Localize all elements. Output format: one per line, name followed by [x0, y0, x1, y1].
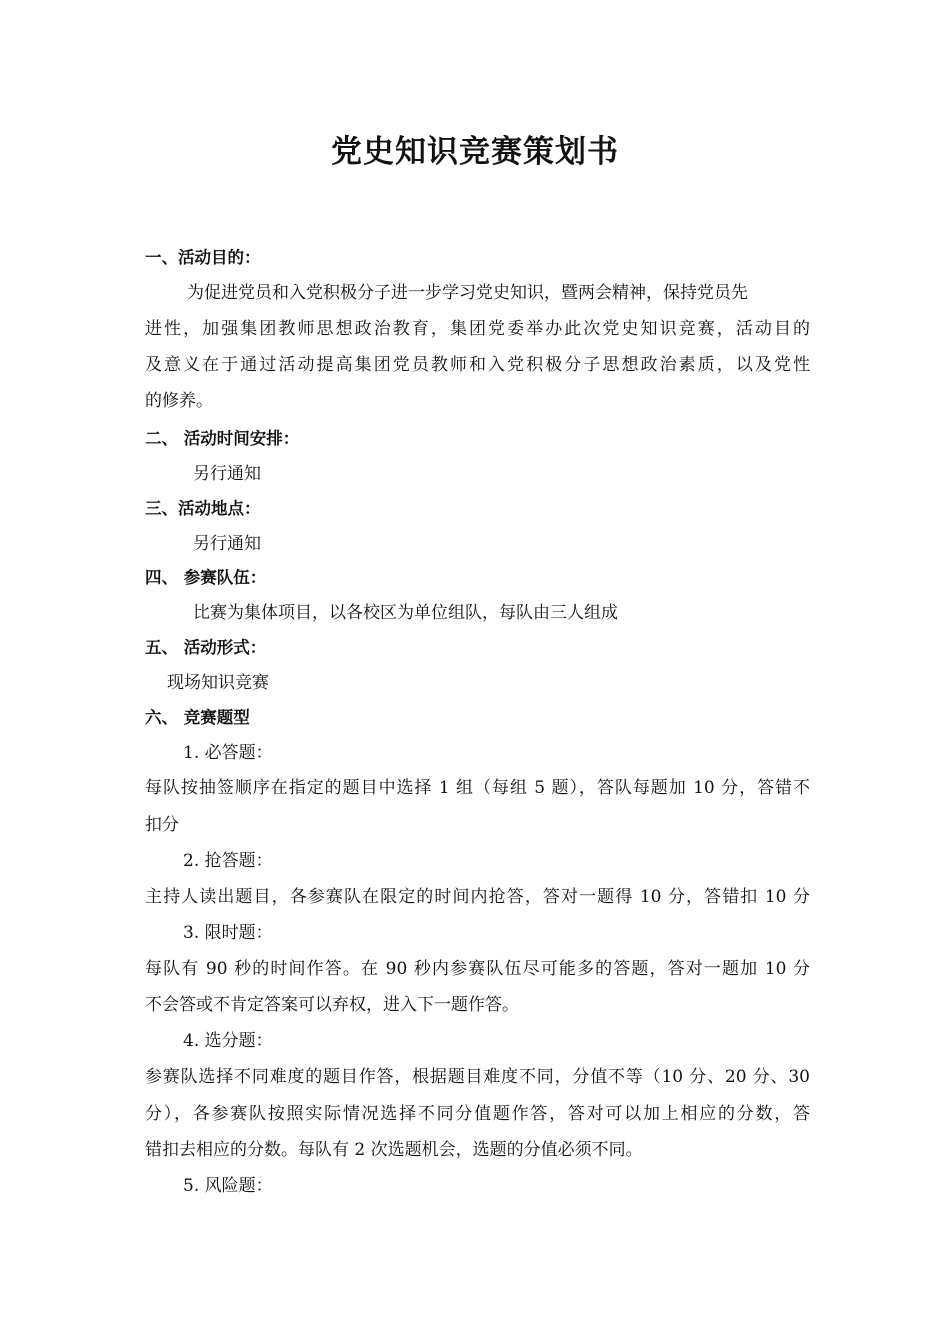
paragraph-line: 参赛队选择不同难度的题目作答，根据题目难度不同，分值不等（10 分、20 分、30 [145, 1067, 810, 1087]
heading-location: 三、活动地点： [145, 499, 261, 518]
paragraph-line: 现场知识竞赛 [167, 673, 269, 693]
list-item-label: 3. 限时题： [183, 923, 273, 943]
list-item-label: 2. 抢答题： [183, 851, 273, 871]
heading-question-types: 六、 竞赛题型 [145, 708, 250, 727]
heading-purpose: 一、活动目的： [145, 248, 261, 267]
paragraph-line: 的修养。 [145, 391, 213, 411]
paragraph-line: 另行通知 [193, 534, 261, 554]
paragraph-line: 每队按抽签顺序在指定的题目中选择 1 组（每组 5 题），答队每题加 10 分，答错不 [145, 778, 810, 798]
list-item-label: 4. 选分题： [183, 1031, 273, 1051]
heading-schedule: 二、 活动时间安排： [145, 429, 300, 448]
document-title: 党史知识竞赛策划书 [331, 134, 619, 170]
heading-teams: 四、 参赛队伍： [145, 568, 267, 587]
heading-format: 五、 活动形式： [145, 638, 267, 657]
paragraph-line: 另行通知 [193, 464, 261, 484]
paragraph-line: 错扣去相应的分数。每队有 2 次选题机会，选题的分值必须不同。 [145, 1140, 643, 1160]
paragraph-line: 及意义在于通过活动提高集团党员教师和入党积极分子思想政治素质，以及党性 [145, 355, 810, 375]
list-item-label: 5. 风险题： [183, 1176, 273, 1196]
paragraph-line: 进性，加强集团教师思想政治教育，集团党委举办此次党史知识竞赛，活动目的 [145, 319, 810, 339]
paragraph-line: 主持人读出题目，各参赛队在限定的时间内抢答，答对一题得 10 分，答错扣 10 分 [145, 887, 810, 907]
paragraph-line: 不会答或不肯定答案可以弃权，进入下一题作答。 [145, 995, 519, 1015]
paragraph-line: 为促进党员和入党积极分子进一步学习党史知识，暨两会精神，保持党员先 [187, 283, 748, 303]
list-item-label: 1. 必答题： [183, 743, 273, 763]
paragraph-line: 每队有 90 秒的时间作答。在 90 秒内参赛队伍尽可能多的答题，答对一题加 10 分 [145, 959, 810, 979]
paragraph-line: 分），各参赛队按照实际情况选择不同分值题作答，答对可以加上相应的分数，答 [145, 1104, 810, 1124]
paragraph-line: 扣分 [145, 815, 179, 835]
paragraph-line: 比赛为集体项目，以各校区为单位组队，每队由三人组成 [193, 603, 618, 623]
